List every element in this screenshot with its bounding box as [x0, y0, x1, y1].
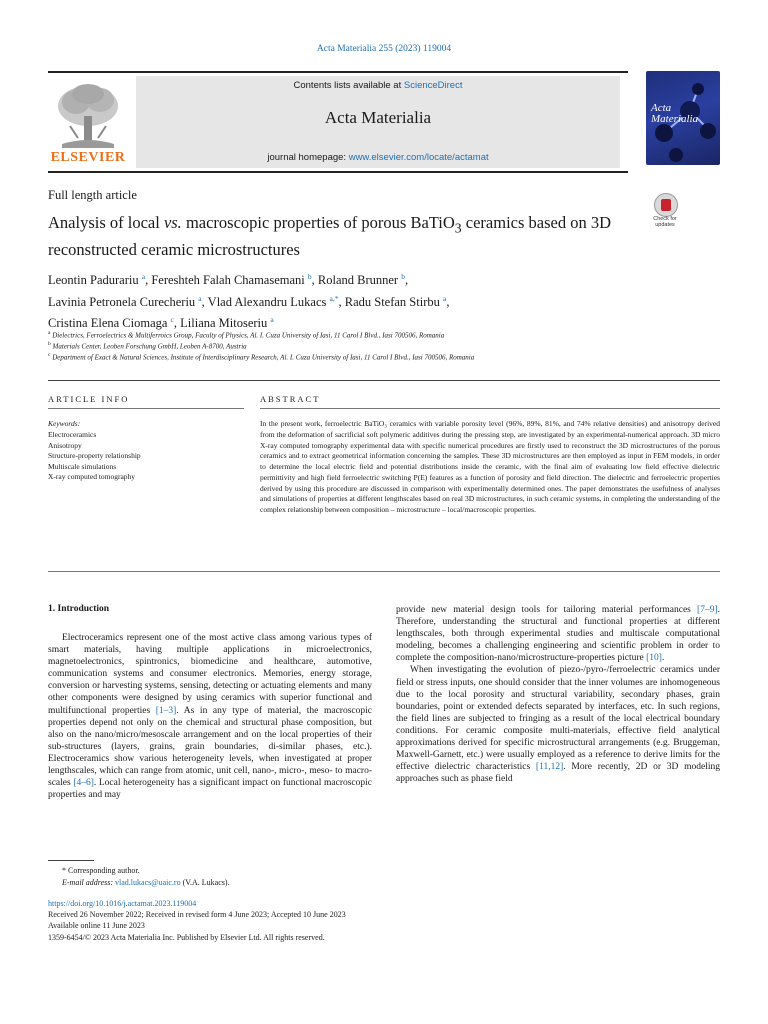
doi-link[interactable]: https://doi.org/10.1016/j.actamat.2023.119004: [48, 899, 197, 908]
abstract-rule: [260, 408, 720, 409]
keyword: Anisotropy: [48, 440, 82, 450]
title-part-3: ceramics based on 3D reconstructed ceramic microstructures: [48, 213, 612, 260]
author[interactable]: Liliana Mitoseriu $^a$: [180, 315, 274, 331]
author[interactable]: Cristina Elena Ciomaga $^c$,: [48, 315, 181, 331]
copyright-line: 1359-6454/© 2023 Acta Materialia Inc. Published by Elsevier Ltd. All rights reserved.: [48, 932, 325, 942]
header-bottom-rule: [48, 171, 628, 173]
journal-masthead: [136, 76, 620, 168]
email-link[interactable]: vlad.lukacs@uaic.ro: [115, 878, 181, 887]
reference-link[interactable]: [4–6]: [73, 778, 94, 789]
keyword: Structure-property relationship: [48, 451, 141, 461]
crossmark-bookmark-shape: [661, 199, 671, 211]
title-vs: vs.: [163, 213, 182, 232]
body-paragraph: Electroceramics represent one of the most active class among various types of smart materials, having multiple applications in microelectronics, magnetoelectronics, spintronics, biomedicine and healthcare, automotive, communication systems and consumer electronics. Memories, energy storage, conversion or harvesting systems, sensing, detecting or actuating elements and many other components were designed by using ceramics with superior functional and multifunctional properties [1–3]. As in any type of material, the macroscopic properties depend not only on the chemical and structural phase composition, but also on the nano/micro/mesoscale arrangement and on the local properties of their sub-structures (layers, grains, grain boundaries, di-similar phases, etc.). Electroceramics show various heterogeneity levels, when investigated at proper lengthscales, which can range from atomic, unit cell, nano-, micro-, meso- to macro-scales [4–6]. Local heterogeneity has a significant impact on functional macroscopic properties and may: [48, 633, 372, 801]
keyword: Multiscale simulations: [48, 461, 117, 471]
elsevier-wordmark: ELSEVIER: [50, 150, 126, 165]
author[interactable]: Lavinia Petronela Curecheriu $^a$,: [48, 293, 208, 309]
available-online: Available online 11 June 2023: [48, 921, 145, 931]
section-divider: [48, 380, 720, 381]
reference-link[interactable]: [1–3]: [155, 705, 177, 716]
reference-link[interactable]: [11,12]: [535, 762, 564, 773]
journal-cover-thumbnail[interactable]: [646, 71, 720, 165]
section-title-introduction: 1. Introduction: [48, 604, 110, 614]
publication-metadata: [48, 898, 346, 943]
journal-homepage-link[interactable]: www.elsevier.com/locate/actamat: [348, 152, 489, 163]
affiliation: $^b$ Materials Center, Leoben Forschung GmbH, Leoben A-8700, Austria: [48, 341, 247, 351]
title-part-1: Analysis of local: [48, 213, 164, 232]
title-subscript: 3: [454, 220, 462, 236]
crossmark-label: Check for updates: [653, 216, 677, 228]
check-for-updates-badge[interactable]: [648, 193, 682, 235]
email-label: E-mail address:: [62, 878, 114, 887]
body-paragraph: When investigating the evolution of piezo-/pyro-/ferroelectric ceramics under field or stress inputs, one should consider that the inner volumes are inhomogeneous due to the local porosity and structural variability, secondary phases, grain boundaries, point or extended defects separated by interfaces, etc. In such regions, the field lines are subjected to fringing as a result of the local electrical boundary conditions. For ceramic composite multi-materials, effective field analytical approximations derived for specific microstructural arrangements (e.g. Bruggeman, Maxwell-Garnett, etc.) were usually employed as a reference to derive limits for the effective dielectric characteristics [11,12]. More recently, 2D or 3D modeling approaches such as phase field: [396, 665, 720, 785]
email-suffix: (V.A. Lukacs).: [180, 878, 230, 887]
footnote-marker: *: [62, 866, 66, 875]
abstract-text: In the present work, ferroelectric BaTiO₃ ceramics with variable porosity level (96%, 89%, 81%, and 74% relative densities) and anisotropy derived from the deformation of sacrificial soft polymeric additives during the pressing step, are investigated by an experimental-numerical approach. 3D micro X-ray computed tomography experimental data with specific numerical procedures are firstly used to reconstruct the 3D microstructures of the porous ceramics and to extract geometrical information concerning the samples. These 3D microstructures are then employed as input in FEM models, in order to determine the local electric field and potential distributions inside the ceramic, with the final aim of evaluating low field effective dielectric permittivity and high field ferroelectric switching P(E) features as a function of porosity and field direction. The dielectric and ferroelectric properties derived by using this procedure are discussed in comparison with experimentally determined ones. The paper demonstrates the usefulness of analyses and simulations of properties at different lengthscales based on real 3D microstructures, in such ceramic systems, in completing the understanding of the complex relationship between composition – microstructure – local/macroscopic properties.: [260, 419, 720, 514]
author[interactable]: Leontin Padurariu $^a$,: [48, 272, 152, 288]
author[interactable]: Fereshteh Falah Chamasemani $^b$,: [151, 272, 318, 288]
contents-prefix: Contents lists available at: [293, 80, 404, 91]
section-divider: [48, 571, 720, 572]
author[interactable]: Radu Stefan Stirbu $^a$,: [344, 293, 450, 309]
journal-homepage-line: [136, 152, 620, 163]
article-info-rule: [48, 408, 244, 409]
keyword: X-ray computed tomography: [48, 472, 136, 482]
article-info-heading: ARTICLE INFO: [48, 394, 130, 404]
body-paragraph: provide new material design tools for tailoring material performances [7–9]. Therefore, understanding the structural and functional properties at different lengthscales, both through experimental studies and multiscale computational modeling, becomes a challenging engineering and scientific problem in order to complete the composition-nano/microstructure-properties picture [10].: [396, 605, 720, 664]
body-column-right: [396, 604, 720, 785]
author[interactable]: Roland Brunner $^b$,: [317, 272, 409, 288]
journal-title: Acta Materialia: [324, 108, 432, 127]
sciencedirect-link[interactable]: ScienceDirect: [403, 80, 463, 91]
article-title: [48, 212, 638, 261]
journal-citation-link[interactable]: Acta Materialia 255 (2023) 119004: [316, 44, 452, 54]
homepage-prefix: journal homepage:: [267, 152, 349, 163]
abstract-heading: ABSTRACT: [260, 394, 321, 404]
footnote-rule: [48, 860, 94, 861]
title-part-2: macroscopic properties of porous BaTiO: [181, 213, 455, 232]
reference-link[interactable]: [10]: [646, 653, 662, 664]
contents-line: [136, 80, 620, 91]
journal-citation[interactable]: [0, 44, 768, 54]
keyword: Electroceramics: [48, 430, 97, 439]
received-dates: Received 26 November 2022; Received in revised form 4 June 2023; Accepted 10 June 2023: [48, 910, 346, 920]
keywords-label: Keywords:: [48, 419, 81, 428]
affiliation: $^c$ Department of Exact & Natural Sciences, Institute of Interdisciplinary Research, Al. I. Cuza University of Iasi, 11 Carol I Blvd., Iasi 700506, Romania: [48, 352, 475, 362]
body-column-left: [48, 632, 372, 801]
corresponding-author-footnote: [62, 865, 230, 889]
footnote-corresponding: Corresponding author.: [68, 866, 140, 875]
keywords-list: [48, 430, 141, 483]
cover-title: Acta Materialia: [651, 102, 699, 125]
article-type: Full length article: [48, 188, 137, 202]
header-top-rule: [48, 71, 628, 73]
crossmark-icon: [654, 193, 678, 217]
author-list: [48, 268, 648, 333]
reference-link[interactable]: [7–9]: [697, 605, 718, 615]
author[interactable]: Vlad Alexandru Lukacs $^{a,*}$,: [207, 293, 345, 309]
affiliation: $^a$ Dielectrics, Ferroelectrics & Multiferroics Group, Faculty of Physics, Al. I. Cuza University of Iasi, 11 Carol I Blvd., Iasi 700506, Romania: [48, 330, 445, 340]
